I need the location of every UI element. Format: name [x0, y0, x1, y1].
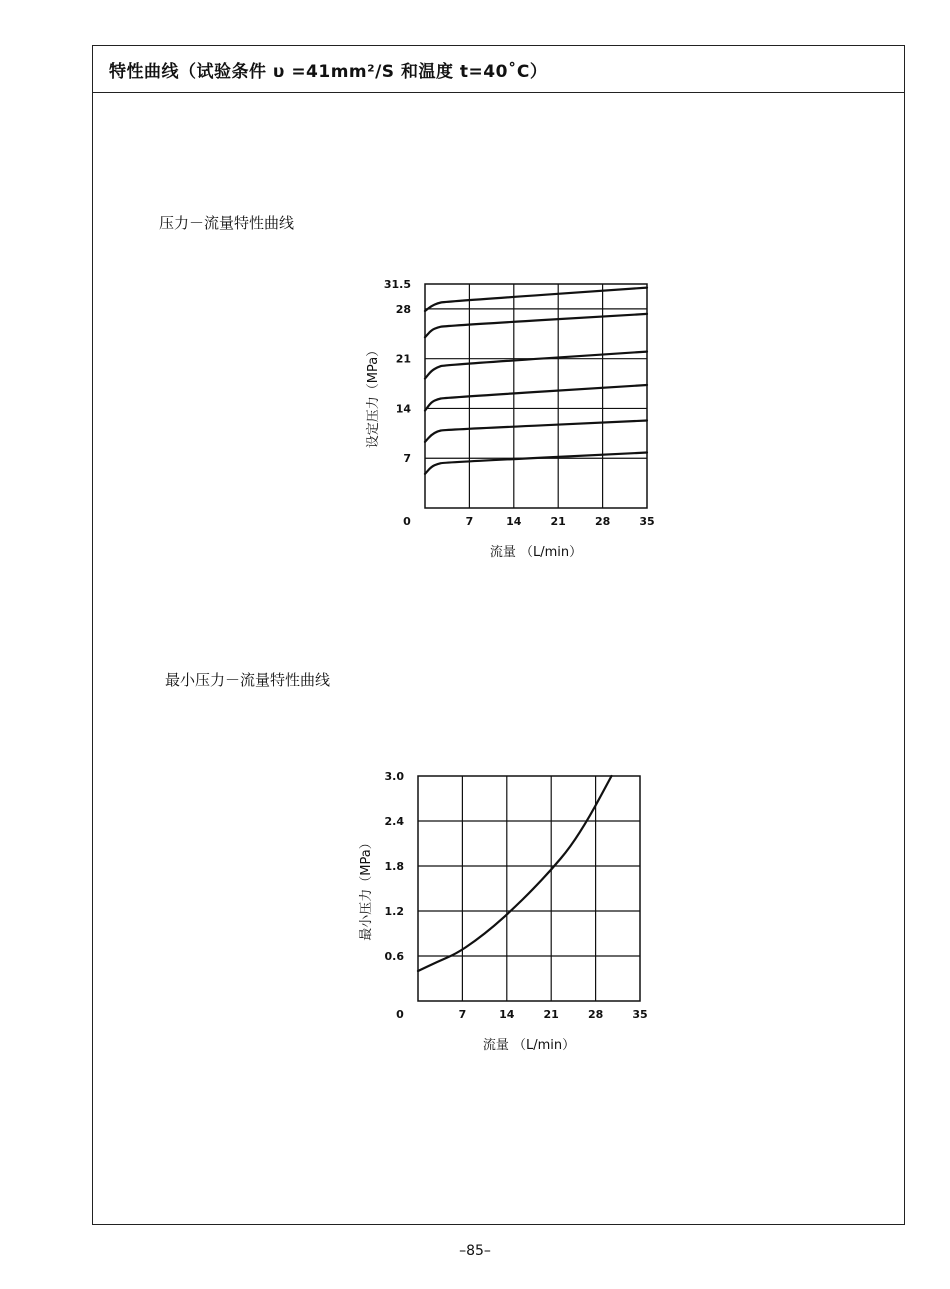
chart2-xtick-4: 28: [587, 1008, 604, 1021]
chart2-ytick-1: 1.2: [384, 905, 404, 918]
chart1-ylabel: 设定压力（MPa）: [366, 343, 381, 449]
page-number: –85–: [459, 1243, 491, 1259]
chart1-xtick-5: 35: [639, 515, 655, 528]
chart1-xtick-0: 0: [403, 515, 411, 528]
chart2-xtick-5: 35: [632, 1008, 648, 1021]
chart2-ylabel: 最小压力（MPa）: [359, 836, 374, 941]
header-title: 特性曲线（试验条件 υ =41mm²/S 和温度 t=40˚C）: [109, 61, 548, 82]
chart2-xtick-1: 7: [458, 1008, 467, 1021]
chart1-ytick-2: 21: [395, 352, 411, 366]
chart2-xlabel: 流量 （L/min）: [482, 1038, 576, 1053]
chart1-xtick-3: 21: [550, 515, 566, 528]
chart1-ytick-1: 14: [395, 402, 411, 416]
chart1-ytick-4: 31.5: [383, 278, 411, 291]
chart2-xtick-3: 21: [543, 1008, 559, 1021]
chart2-ytick-4: 3.0: [384, 770, 404, 783]
chart2-xtick-2: 14: [499, 1008, 515, 1021]
chart1-xtick-1: 7: [465, 515, 474, 528]
chart1-ytick-3: 28: [395, 302, 411, 316]
chart2-plot-frame: [418, 776, 640, 1001]
chart2-xtick-0: 0: [396, 1008, 404, 1021]
chart1-xtick-2: 14: [506, 515, 522, 528]
chart2-ytick-3: 2.4: [384, 815, 404, 828]
chart1-xlabel: 流量 （L/min）: [489, 545, 583, 560]
chart2-ytick-2: 1.8: [384, 860, 404, 873]
chart1-ytick-0: 7: [403, 452, 411, 466]
chart1-title: 压力－流量特性曲线: [159, 214, 295, 232]
chart2-ytick-0: 0.6: [384, 950, 404, 963]
chart1-xtick-4: 28: [594, 515, 611, 528]
chart2-series-0: [418, 776, 612, 971]
chart2-title: 最小压力－流量特性曲线: [165, 671, 331, 689]
